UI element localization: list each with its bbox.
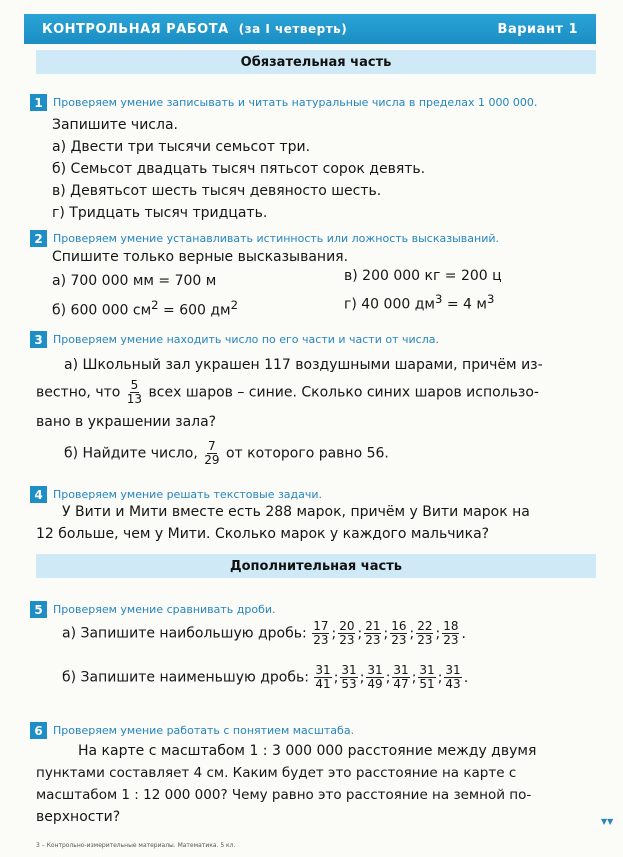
fraction-separator: ; [359, 669, 365, 686]
fraction-denominator: 29 [204, 453, 220, 467]
task-2-b-exp1: 2 [151, 298, 159, 312]
task-2-d-right: = 4 м [442, 296, 487, 313]
task-1-instruction: Запишите числа. [52, 117, 178, 133]
footer-note: 3 – Контрольно-измерительные материалы. Математика. 5 кл. [36, 842, 236, 849]
fraction-numerator: 31 [419, 663, 435, 677]
fraction-numerator: 20 [339, 619, 355, 633]
fraction-denominator: 23 [365, 633, 381, 647]
fraction-numerator: 22 [417, 619, 433, 633]
task-2-d-left: г) 40 000 дм [344, 296, 435, 313]
task-5-b-fraction [314, 664, 331, 691]
task-3-a-line3: вано в украшении зала? [36, 414, 217, 430]
task-5-b-fraction [444, 664, 461, 691]
task-1-item-a: а) Двести три тысячи семьсот три. [52, 139, 311, 155]
task-3-a-line1: а) Школьный зал украшен 117 воздушными шарами, причём из- [64, 357, 543, 373]
task-6-line4: верхности? [36, 809, 121, 825]
fraction-separator: ; [385, 669, 391, 686]
fraction-numerator: 31 [445, 663, 461, 677]
task-6-line2: пунктами составляет 4 см. Каким будет это расстояние на карте с [36, 765, 517, 781]
page-title: КОНТРОЛЬНАЯ РАБОТА [42, 21, 229, 37]
section-mandatory-label: Обязательная часть [240, 54, 392, 70]
task-2-d-exp1: 3 [434, 292, 443, 306]
task-3-title: Проверяем умение находить число по его части и части от числа. [53, 333, 439, 346]
task-3-b [64, 440, 389, 467]
task-2-statement-c: в) 200 000 кг = 200 ц [344, 268, 502, 284]
task-4-title: Проверяем умение решать текстовые задачи. [53, 488, 323, 501]
task-3-a-line2-start: вестно, что [36, 384, 121, 401]
task-3-b-fraction [203, 440, 220, 467]
task-5-a-fraction [312, 620, 329, 647]
task-6-header [30, 722, 354, 739]
task-5-b-fractions [313, 664, 469, 691]
fraction-denominator: 53 [341, 677, 357, 691]
task-5-b [62, 664, 469, 691]
task-4-line2: 12 больше, чем у Мити. Сколько марок у каждого мальчика? [36, 526, 490, 542]
task-5-b-fraction [392, 664, 409, 691]
task-2-number: 2 [30, 230, 47, 247]
fraction-separator: . [463, 669, 469, 686]
task-5-b-fraction [366, 664, 383, 691]
task-1-header [30, 94, 537, 111]
fraction-separator: ; [357, 625, 363, 642]
task-2-title: Проверяем умение устанавливать истинность или ложность высказываний. [53, 232, 499, 245]
task-1-item-b: б) Семьсот двадцать тысяч пятьсот сорок девять. [52, 161, 426, 177]
task-4-number: 4 [30, 486, 47, 503]
task-3-a-fraction [126, 379, 143, 406]
task-2-statement-a: а) 700 000 мм = 700 м [52, 273, 217, 289]
fraction-denominator: 49 [367, 677, 383, 691]
task-6-line1: На карте с масштабом 1 : 3 000 000 расстояние между двумя [78, 743, 537, 759]
task-2-header [30, 230, 499, 247]
section-mandatory [36, 50, 596, 74]
corner-mark-icon: ▼▼ [601, 817, 614, 826]
task-6-number: 6 [30, 722, 47, 739]
task-1-item-c: в) Девятьсот шесть тысяч девяносто шесть. [52, 183, 382, 199]
task-3-number: 3 [30, 331, 47, 348]
task-5-a [62, 620, 467, 647]
task-3-header [30, 331, 439, 348]
task-5-a-text: а) Запишите наибольшую дробь: [62, 625, 307, 642]
task-2-statement-b [52, 298, 238, 319]
fraction-denominator: 51 [419, 677, 435, 691]
task-5-title: Проверяем умение сравнивать дроби. [53, 603, 276, 616]
fraction-denominator: 13 [126, 392, 143, 406]
task-5-a-fraction [416, 620, 433, 647]
task-5-b-text: б) Запишите наименьшую дробь: [62, 669, 309, 686]
fraction-denominator: 23 [313, 633, 329, 647]
fraction-denominator: 47 [393, 677, 409, 691]
task-2-statement-d [344, 292, 494, 313]
task-3-b-start: б) Найдите число, [64, 445, 198, 462]
fraction-separator: . [461, 625, 466, 642]
fraction-separator: ; [411, 669, 417, 686]
fraction-denominator: 23 [391, 633, 407, 647]
task-5-number: 5 [30, 601, 47, 618]
task-5-a-fraction [390, 620, 407, 647]
task-5-a-fraction [338, 620, 355, 647]
fraction-separator: ; [331, 625, 337, 642]
task-5-b-fraction [418, 664, 435, 691]
task-6-line3: масштабом 1 : 12 000 000? Чему равно это расстояние на земной по- [36, 787, 532, 803]
variant-label: Вариант 1 [497, 21, 578, 37]
fraction-separator: ; [333, 669, 339, 686]
fraction-numerator: 21 [365, 619, 381, 633]
task-5-a-fraction [442, 620, 459, 647]
task-6-title: Проверяем умение работать с понятием масштаба. [53, 724, 355, 737]
fraction-numerator: 31 [393, 663, 409, 677]
task-5-a-fraction [364, 620, 381, 647]
task-3-b-end: от которого равно 56. [225, 445, 389, 462]
fraction-separator: ; [383, 625, 389, 642]
fraction-separator: ; [437, 669, 443, 686]
fraction-numerator: 31 [367, 663, 383, 677]
fraction-numerator: 31 [315, 663, 331, 677]
fraction-numerator: 16 [391, 619, 407, 633]
task-3-a-line2 [36, 379, 539, 406]
fraction-numerator: 7 [208, 439, 216, 453]
section-additional-label: Дополнительная часть [230, 558, 402, 574]
fraction-denominator: 43 [445, 677, 461, 691]
task-4-header [30, 486, 322, 503]
header-bar [24, 14, 596, 44]
fraction-numerator: 18 [443, 619, 459, 633]
task-4-line1: У Вити и Мити вместе есть 288 марок, причём у Вити марок на [62, 504, 530, 520]
fraction-separator: ; [409, 625, 415, 642]
task-1-item-d: г) Тридцать тысяч тридцать. [52, 205, 268, 221]
task-1-number: 1 [30, 94, 47, 111]
task-2-b-right: = 600 дм [158, 302, 231, 319]
fraction-denominator: 23 [339, 633, 355, 647]
fraction-separator: ; [435, 625, 441, 642]
page-subtitle: (за I четверть) [238, 22, 348, 36]
fraction-denominator: 23 [417, 633, 433, 647]
task-5-b-fraction [340, 664, 357, 691]
task-2-instruction: Спишите только верные высказывания. [52, 249, 349, 265]
task-3-a-line2-end: всех шаров – синие. Сколько синих шаров использо- [148, 384, 539, 401]
task-2-b-left: б) 600 000 см [52, 302, 152, 319]
fraction-numerator: 31 [341, 663, 357, 677]
task-1-title: Проверяем умение записывать и читать натуральные числа в пределах 1 000 000. [53, 96, 538, 109]
task-2-b-exp2: 2 [230, 298, 239, 312]
task-5-header [30, 601, 276, 618]
task-5-a-fractions [311, 620, 467, 647]
fraction-denominator: 41 [315, 677, 331, 691]
section-additional [36, 554, 596, 578]
fraction-denominator: 23 [443, 633, 459, 647]
fraction-numerator: 17 [313, 619, 329, 633]
fraction-numerator: 5 [130, 378, 139, 392]
task-2-d-exp2: 3 [486, 292, 495, 306]
